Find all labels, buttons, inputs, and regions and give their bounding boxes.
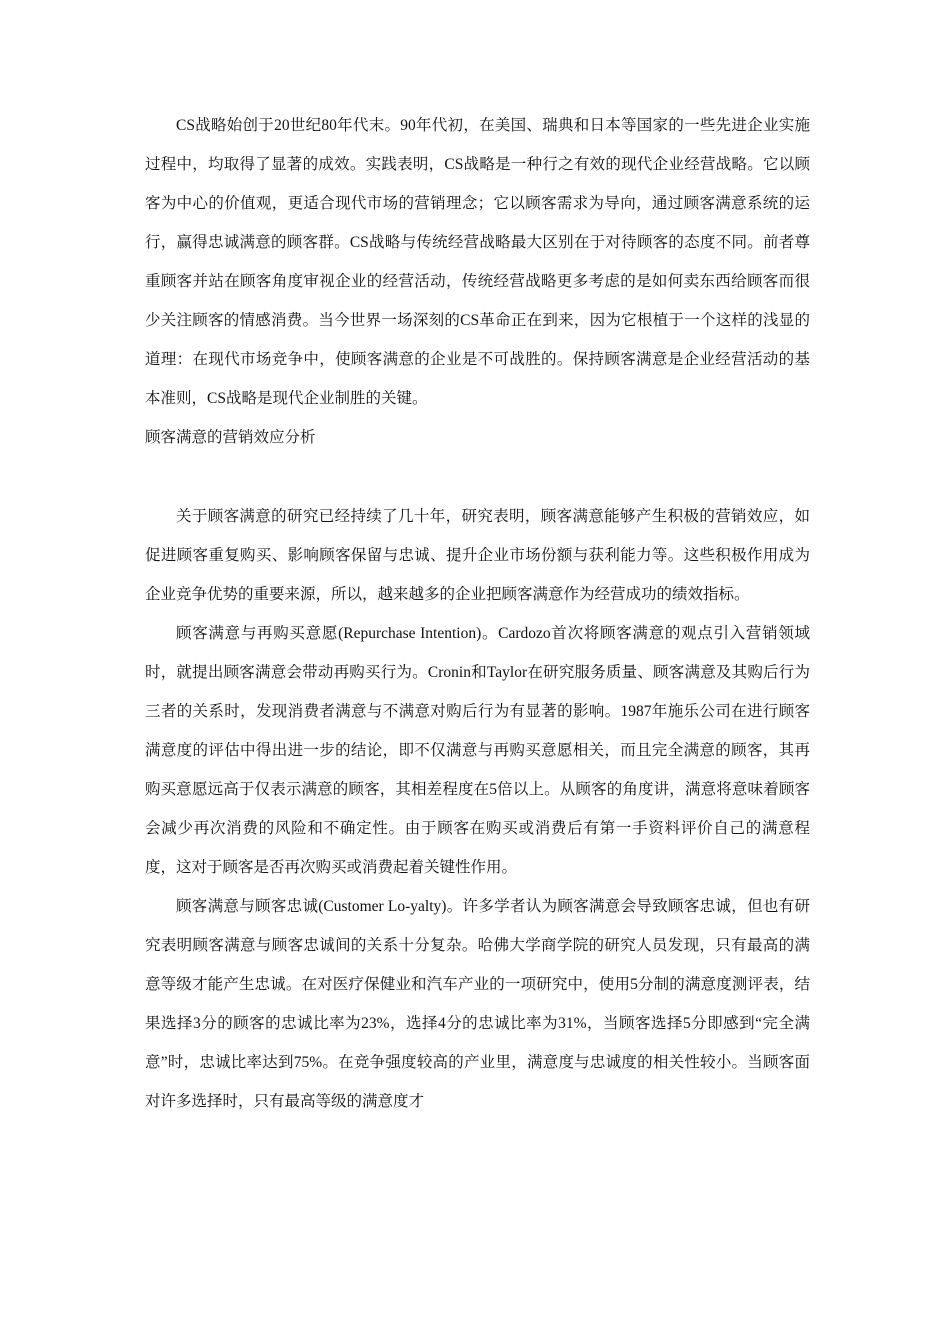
paragraph-cs-strategy: CS战略始创于20世纪80年代末。90年代初，在美国、瑞典和日本等国家的一些先进企业实施过程中，均取得了显著的成效。实践表明，CS战略是一种行之有效的现代企业经营战略。它以顾客为中心的价值观，更适合现代市场的营销理念；它以顾客需求为导向，通过顾客满意系统的运行，赢得忠诚满意的顾客群。CS战略与传统经营战略最大区别在于对待顾客的态度不同。前者尊重顾客并站在顾客角度审视企业的经营活动，传统经营战略更多考虑的是如何卖东西给顾客而很少关注顾客的情感消费。当今世界一场深刻的CS革命正在到来，因为它根植于一个这样的浅显的道理：在现代市场竞争中，使顾客满意的企业是不可战胜的。保持顾客满意是企业经营活动的基本准则，CS战略是现代企业制胜的关键。 (145, 117, 810, 407)
paragraph-repurchase-intention: 顾客满意与再购买意愿(Repurchase Intention)。Cardozo首次将顾客满意的观点引入营销领域时，就提出顾客满意会带动再购买行为。Cronin和Taylor在研究服务质量、顾客满意及其购后行为三者的关系时，发现消费者满意与不满意对购后行为有显著的影响。1987年施乐公司在进行顾客满意度的评估中得出进一步的结论，即不仅满意与再购买意愿相关，而且完全满意的顾客，其再购买意愿远高于仅表示满意的顾客，其相差程度在5倍以上。从顾客的角度讲，满意将意味着顾客会减少再次消费的风险和不确定性。由于顾客在购买或消费后有第一手资料评价自己的满意程度，这对于顾客是否再次购买或消费起着关键性作用。 (145, 625, 810, 876)
section-spacer (145, 457, 810, 497)
paragraph-marketing-effects: 关于顾客满意的研究已经持续了几十年，研究表明，顾客满意能够产生积极的营销效应，如促进顾客重复购买、影响顾客保留与忠诚、提升企业市场份额与获利能力等。这些积极作用成为企业竞争优势的重要来源，所以，越来越多的企业把顾客满意作为经营成功的绩效指标。 (145, 508, 810, 603)
section-heading: 顾客满意的营销效应分析 (145, 429, 316, 446)
paragraph-customer-loyalty: 顾客满意与顾客忠诚(Customer Lo-yalty)。许多学者认为顾客满意会导致顾客忠诚，但也有研究表明顾客满意与顾客忠诚间的关系十分复杂。哈佛大学商学院的研究人员发现，只有最高的满意等级才能产生忠诚。在对医疗保健业和汽车产业的一项研究中，使用5分制的满意度测评表，结果选择3分的顾客的忠诚比率为23%，选择4分的忠诚比率为31%，当顾客选择5分即感到“完全满意”时，忠诚比率达到75%。在竞争强度较高的产业里，满意度与忠诚度的相关性较小。当顾客面对许多选择时，只有最高等级的满意度才 (145, 898, 810, 1110)
document-page (145, 106, 810, 1121)
